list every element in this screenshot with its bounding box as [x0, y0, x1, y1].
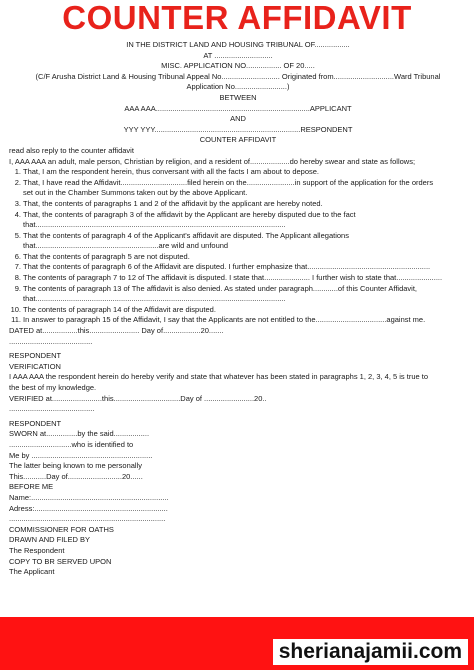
document-body: [9, 40, 467, 578]
paragraph-item: [9, 262, 467, 273]
counter-affidavit-heading: COUNTER AFFIDAVIT: [199, 135, 277, 145]
sworn-line: SWORN at...............by the said.................: [9, 429, 150, 439]
verified-line: VERIFIED at........................this................................Day of ........................20..: [9, 393, 267, 403]
paragraph-text: The contents of paragraph 14 of the Affidavit are disputed.: [23, 304, 216, 314]
appeal-reference-line-2: Application No.........................): [186, 82, 290, 92]
paragraph-item: [9, 284, 467, 305]
identified-by-line: Me by ..........................................................: [9, 450, 153, 460]
paragraph-number: 3.: [14, 198, 21, 208]
identified-line: ..............................who is identified to: [9, 439, 134, 449]
paragraph-text: That, I am the respondent herein, thus conversant with all the facts I am about to depose.: [23, 167, 320, 177]
drawn-by-value: The Respondent: [9, 545, 65, 555]
paragraph-text: set out in the Chamber Summons taken out by the above Applicant.: [23, 188, 248, 198]
verification-signature-line: .........................................: [9, 404, 95, 414]
paragraph-item: [9, 305, 467, 316]
dated-line: DATED at.................this........................ Day of..................20.......: [9, 326, 224, 336]
paragraph-text: that........................................................................................................................: [23, 220, 286, 230]
drawn-filed-label: DRAWN AND FILED BY: [9, 535, 90, 545]
paragraph-number: 8.: [14, 273, 21, 283]
paragraph-item: [9, 167, 467, 178]
document-title: COUNTER AFFIDAVIT: [62, 0, 412, 36]
served-upon-value: The Applicant: [9, 567, 55, 577]
paragraph-text: That, the contents of paragraph 3 of the affidavit by the Applicant are hereby disputed due to the fact: [23, 209, 356, 219]
paragraph-text: In answer to paragraph 15 of the Affidavit, I say that the Applicants are not entitled to the..................................against me.: [23, 315, 426, 325]
respondent-signature-label: RESPONDENT: [9, 351, 62, 361]
paragraph-item: [9, 252, 467, 263]
site-watermark: sherianajamii.com: [273, 639, 468, 665]
commissioner-address-line: Adress:................................................................: [9, 503, 168, 513]
paragraph-item: [9, 273, 467, 284]
paragraph-number: 1.: [14, 167, 21, 177]
paragraph-text: That, I have read the Affidavit................................filed herein on the.......................in support of the application for the orders: [23, 177, 434, 187]
signature-line: ........................................: [9, 336, 93, 346]
verification-respondent-label: RESPONDENT: [9, 418, 62, 428]
paragraph-item: [9, 210, 467, 231]
paragraph-number: 11.: [11, 315, 21, 325]
location-line: AT ............................: [203, 50, 273, 60]
verification-statement-2: the best of my knowledge.: [9, 383, 97, 392]
paragraph-item: [9, 315, 467, 326]
paragraph-text: That the contents of paragraph 4 of the Applicant's affidavit are disputed. The Applicant allegations: [23, 230, 349, 240]
paragraph-text: that........................................................................................................................: [23, 294, 286, 304]
paragraph-number: 2.: [14, 177, 21, 187]
paragraph-number: 9.: [14, 283, 21, 293]
respondent-line: YYY YYY......................................................................RESPONDENT: [123, 124, 353, 134]
applicant-line: AAA AAA..........................................................................APPLICANT: [124, 103, 352, 113]
paragraph-item: [9, 199, 467, 210]
intro-note: read also reply to the counter affidavit: [9, 145, 134, 155]
before-me-label: BEFORE ME: [9, 482, 54, 492]
paragraph-number: 5.: [14, 230, 21, 240]
deponent-statement: I, AAA AAA an adult, male person, Christian by religion, and a resident of...................do hereby swear and state as follows;: [9, 156, 416, 166]
copy-served-label: COPY TO BR SERVED UPON: [9, 556, 112, 566]
paragraph-text: That, the contents of paragraphs 1 and 2 of the affidavit by the applicant are hereby noted.: [23, 198, 323, 208]
verification-statement: I AAA AAA the respondent herein do hereby verify and state that whatever has been stated in paragraphs 1, 2, 3, 4, 5 is true to: [9, 372, 429, 382]
paragraph-text: The contents of paragraph 7 to 12 of The affidavit is disputed. I state that...................... I further wish to state that......................: [23, 273, 443, 283]
paragraph-number: 10.: [10, 304, 21, 314]
paragraph-number: 6.: [14, 251, 21, 261]
commissioner-name-line: Name:..................................................................: [9, 492, 169, 502]
tribunal-line: IN THE DISTRICT LAND AND HOUSING TRIBUNAL OF.................: [126, 40, 350, 49]
known-line: The latter being known to me personally: [9, 461, 142, 471]
sworn-date-line: This...........Day of..........................20......: [9, 471, 143, 481]
paragraph-text: The contents of paragraph 13 of The affidavit is also denied. As stated under paragraph............of this Counter Affidavit,: [23, 283, 417, 293]
paragraph-number: 4.: [14, 209, 21, 219]
paragraph-number: 7.: [14, 262, 21, 272]
commissioner-label: COMMISSIONER FOR OATHS: [9, 524, 114, 534]
and-label: AND: [230, 114, 246, 124]
between-label: BETWEEN: [219, 92, 257, 102]
paragraph-text: that...........................................................are wild and unfound: [23, 241, 229, 251]
commissioner-signature-line: ...........................................................................: [9, 514, 166, 524]
paragraph-item: [9, 231, 467, 252]
footer-band: [0, 617, 474, 670]
paragraph-text: That the contents of paragraph 6 of the Affidavit are disputed. I further emphasize that...........................................................: [23, 262, 431, 272]
verification-heading: VERIFICATION: [9, 361, 61, 371]
appeal-reference-line: (C/F Arusha District Land & Housing Tribunal Appeal No............................ Originated from.............................Ward Tribunal: [35, 71, 441, 81]
paragraph-item: [9, 178, 467, 199]
paragraph-text: That the contents of paragraph 5 are not disputed.: [23, 251, 190, 261]
application-number-line: MISC. APPLICATION NO................. OF 20.....: [161, 61, 315, 71]
